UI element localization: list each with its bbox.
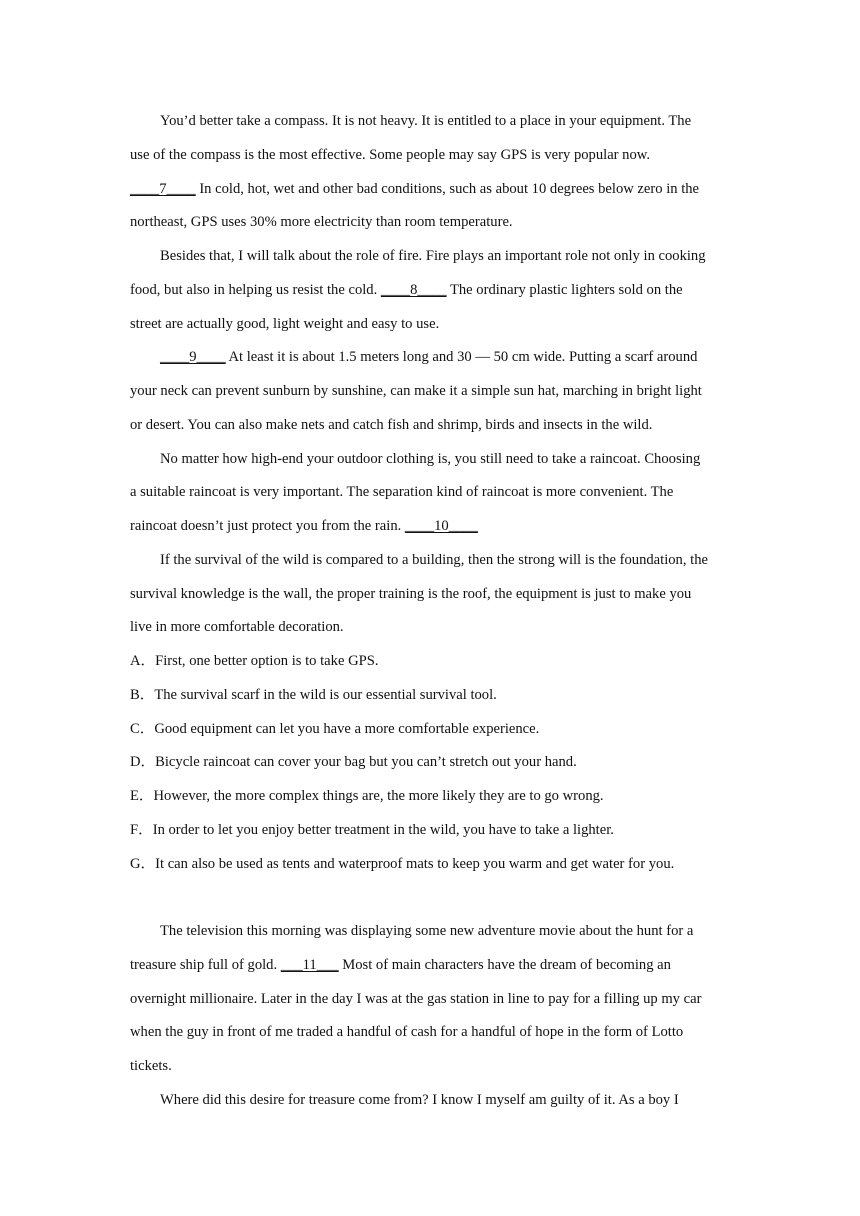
blank-7: ____7____ xyxy=(130,180,196,197)
option-c: C．Good equipment can let you have a more comfortable experience. xyxy=(130,720,540,737)
text-line: use of the compass is the most effective. Some people may say GPS is very popular now. xyxy=(130,146,651,163)
text-line: Besides that, I will talk about the role of fire. Fire plays an important role not only in cooking xyxy=(160,248,706,264)
blank-11: ___11___ xyxy=(280,956,339,973)
text-line xyxy=(130,274,735,308)
option-b: B．The survival scarf in the wild is our essential survival tool. xyxy=(130,686,497,703)
text-fragment: raincoat doesn’t just protect you from the rain. xyxy=(130,518,405,534)
text-fragment: In cold, hot, wet and other bad conditions, such as about 10 degrees below zero in the xyxy=(195,180,700,197)
text-line xyxy=(130,341,735,375)
option-d: D．Bicycle raincoat can cover your bag but you can’t stretch out your hand. xyxy=(130,754,577,771)
passage-one xyxy=(130,105,735,1118)
option-g: G．It can also be used as tents and waterproof mats to keep you warm and get water for you. xyxy=(130,855,675,872)
text-fragment: food, but also in helping us resist the cold. xyxy=(130,281,381,298)
text-line: a suitable raincoat is very important. The separation kind of raincoat is more convenient. The xyxy=(130,484,674,501)
blank-10: ____10____ xyxy=(404,518,478,534)
text-line: You’d better take a compass. It is not heavy. It is entitled to a place in your equipment. The xyxy=(160,113,692,129)
text-line: or desert. You can also make nets and catch fish and shrimp, birds and insects in the wild. xyxy=(130,416,653,433)
text-line: If the survival of the wild is compared to a building, then the strong will is the foundation, the xyxy=(160,551,708,568)
text-line: The television this morning was displaying some new adventure movie about the hunt for a xyxy=(160,923,694,939)
option-f: F．In order to let you enjoy better treatment in the wild, you have to take a lighter. xyxy=(130,821,614,838)
option-a: A．First, one better option is to take GPS. xyxy=(130,653,379,669)
text-line xyxy=(130,510,735,544)
paragraph-gap xyxy=(130,881,735,915)
blank-8: ____8____ xyxy=(380,281,447,298)
option-e: E．However, the more complex things are, the more likely they are to go wrong. xyxy=(130,788,604,804)
text-line: No matter how high-end your outdoor clothing is, you still need to take a raincoat. Choosing xyxy=(160,450,701,467)
text-line xyxy=(130,173,735,207)
text-line: overnight millionaire. Later in the day I was at the gas station in line to pay for a filling up my car xyxy=(130,990,702,1007)
text-fragment: treasure ship full of gold. xyxy=(130,956,281,973)
text-line xyxy=(130,949,735,983)
text-line: when the guy in front of me traded a handful of cash for a handful of hope in the form of Lotto xyxy=(130,1024,684,1041)
text-line: Where did this desire for treasure come from? I know I myself am guilty of it. As a boy I xyxy=(160,1091,679,1108)
text-fragment: The ordinary plastic lighters sold on the xyxy=(446,281,683,298)
text-line: northeast, GPS uses 30% more electricity than room temperature. xyxy=(130,214,513,231)
text-fragment: Most of main characters have the dream of becoming an xyxy=(338,956,671,973)
text-line: tickets. xyxy=(130,1058,172,1074)
text-line: survival knowledge is the wall, the proper training is the roof, the equipment is just to make you xyxy=(130,585,692,602)
text-fragment: At least it is about 1.5 meters long and 30 — 50 cm wide. Putting a scarf around xyxy=(225,349,698,366)
blank-9: ____9____ xyxy=(160,349,226,366)
text-line: street are actually good, light weight and easy to use. xyxy=(130,315,440,332)
text-line: your neck can prevent sunburn by sunshine, can make it a simple sun hat, marching in bright light xyxy=(130,383,702,399)
text-line: live in more comfortable decoration. xyxy=(130,619,344,636)
